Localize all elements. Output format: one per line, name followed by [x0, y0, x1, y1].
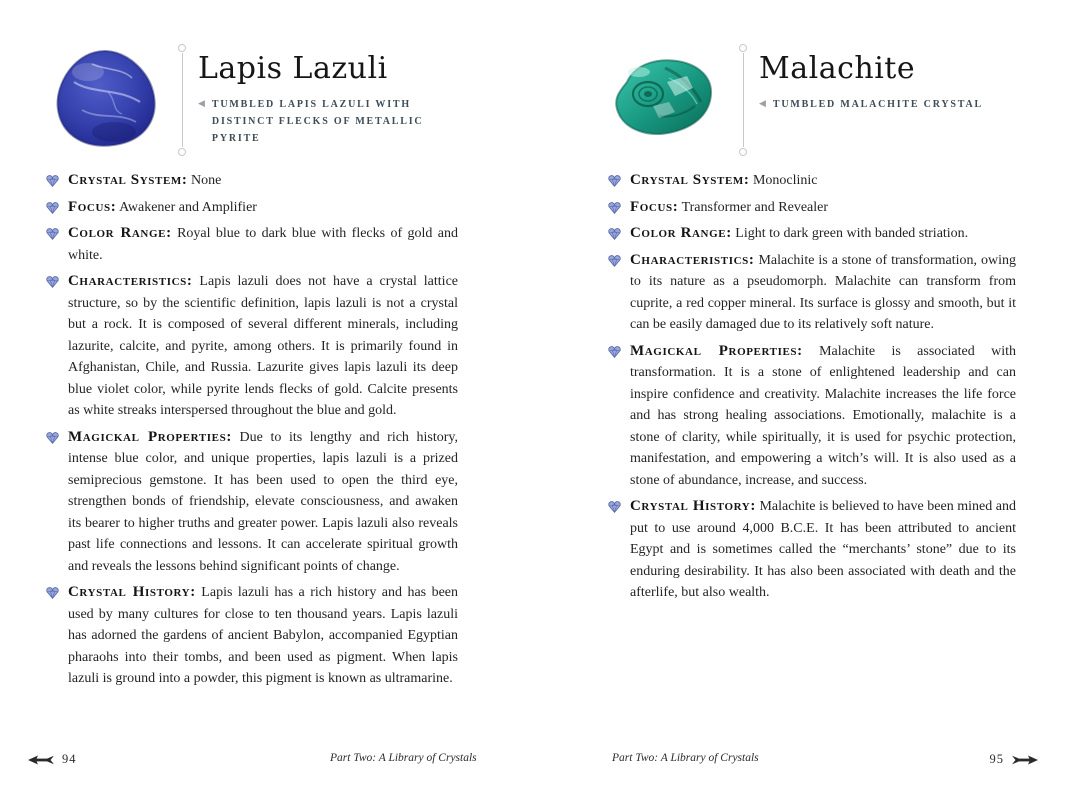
footer-arrow-right-icon	[1012, 755, 1038, 765]
property-crystal-system	[46, 170, 458, 192]
property-value: Awakener and Amplifier	[119, 199, 257, 215]
property-label: Characteristics:	[68, 273, 193, 289]
page-right-malachite	[533, 0, 1066, 800]
header-divider-line	[177, 44, 187, 156]
entry-header-malachite	[533, 0, 1066, 160]
folio-left	[28, 752, 77, 767]
property-value: Royal blue to dark blue with flecks of gold and white.	[68, 226, 458, 263]
property-value: None	[190, 173, 222, 188]
property-magickal-properties	[46, 427, 458, 578]
lapis-lazuli-stone-photo	[52, 48, 160, 153]
property-value: Due to its lengthy and rich history, intense blue color, and unique properties, lapis lazuli is a prized semiprecious gemstone. It has been used to open the third eye, strengthen bonds of friendship, elevate consciousness, and awaken its bearer to higher truths and greater power. Lapis lazuli also reveals past life connections and lessons. It can accelerate spiritual growth and reveals the lessons behind significant points of change.	[68, 429, 459, 574]
property-focus	[46, 197, 458, 219]
page-number: 95	[989, 752, 1004, 766]
property-label: Crystal System:	[68, 172, 188, 188]
property-value: Lapis lazuli has a rich history and has been used by many cultures for close to ten thousand years. Lapis lazuli has adorned the gardens of ancient Babylon, accompanied Egyptian pharaohs into their tombs, and been used as pigment. When lapis lazuli is ground into a powder, this pigment is known as ultramarine.	[68, 585, 459, 686]
entry-title: Lapis Lazuli	[198, 51, 388, 86]
property-value: Lapis lazuli does not have a crystal lattice structure, so by the scientific definition, lapis lazuli is not a crystal but a rock. It is composed of several different minerals, including lazurite, calcite, and pyrite, among others. It is primarily found in Afghanistan, Chile, and Russia. Lazurite gives lapis lazuli its deep blue violet color, while pyrite lends flecks of gold. Calcite presents as white streaks interspersed throughout the blue and gold.	[68, 274, 458, 418]
gem-bullet-icon	[46, 431, 59, 443]
property-value: Malachite is associated with transformation. It is a stone of enlightened leadership and can inspire confidence and creativity. Malachite increases the life force and has strong healing associations. Emotionally, malachite is a stone of clarity, while spiritually, it is used for psychic protection, manifestation, and empowering a witch’s will. It is also used as a stone of abundance, increase, and success.	[630, 343, 1016, 488]
property-crystal-history	[608, 496, 1016, 604]
property-label: Magickal Properties:	[630, 342, 803, 359]
entry-title: Malachite	[759, 51, 916, 86]
property-list	[46, 170, 458, 695]
gem-bullet-icon	[608, 500, 621, 512]
caption-text: TUMBLED LAPIS LAZULI WITH DISTINCT FLECKS OF METALLIC PYRITE	[211, 99, 424, 144]
running-footer-title: Part Two: A Library of Crystals	[330, 752, 477, 764]
gem-bullet-icon	[608, 254, 621, 266]
gem-bullet-icon	[608, 227, 621, 239]
property-label: Crystal History:	[630, 498, 756, 514]
property-label: Color Range:	[68, 225, 172, 241]
entry-header-lapis	[0, 0, 533, 160]
property-value: Malachite is a stone of transformation, owing to its nature as a pseudomorph. Malachite can transform from cuprite, a red copper mineral. Its surface is glossy and smooth, but it can be easily damaged due to its relatively soft nature.	[630, 252, 1016, 332]
caption-arrow-icon: ◀	[759, 98, 766, 108]
caption-text: TUMBLED MALACHITE CRYSTAL	[772, 99, 983, 110]
property-value: Transformer and Revealer	[681, 199, 829, 215]
gem-bullet-icon	[46, 227, 59, 239]
property-label: Crystal History:	[68, 584, 196, 600]
property-label: Focus:	[630, 198, 679, 215]
gem-bullet-icon	[608, 345, 621, 357]
gem-bullet-icon	[46, 586, 59, 598]
property-value: Monoclinic	[752, 173, 818, 188]
header-divider-line	[738, 44, 748, 156]
gem-bullet-icon	[46, 275, 59, 287]
gem-bullet-icon	[608, 174, 621, 186]
photo-caption	[759, 96, 1039, 113]
property-characteristics	[46, 271, 458, 422]
property-focus	[608, 197, 1016, 219]
property-label: Focus:	[68, 198, 117, 215]
property-color-range	[608, 223, 1016, 245]
property-label: Color Range:	[630, 225, 732, 241]
folio-right	[990, 752, 1039, 767]
gem-bullet-icon	[46, 174, 59, 186]
property-value: Light to dark green with banded striation.	[735, 226, 969, 241]
footer-arrow-left-icon	[28, 755, 54, 765]
property-list	[608, 170, 1016, 609]
property-label: Characteristics:	[630, 251, 755, 268]
malachite-stone-photo	[609, 54, 715, 147]
property-characteristics	[608, 250, 1016, 336]
page-footer-right	[533, 752, 1066, 776]
caption-arrow-icon: ◀	[198, 98, 205, 108]
page-footer-left	[0, 752, 533, 776]
page-number: 94	[62, 752, 77, 766]
photo-caption	[198, 96, 488, 147]
property-color-range	[46, 223, 458, 266]
gem-bullet-icon	[46, 201, 59, 213]
gem-bullet-icon	[608, 201, 621, 213]
property-label: Magickal Properties:	[68, 428, 232, 445]
property-crystal-system	[608, 170, 1016, 192]
property-value: Malachite is believed to have been mined and put to use around 4,000 B.C.E. It has been attributed to ancient Egypt and is sometimes called the “merchants’ stone” due to its enduring desirability. It has also been associated with death and the afterlife, but also wealth.	[630, 499, 1017, 600]
property-magickal-properties	[608, 341, 1016, 492]
running-footer-title: Part Two: A Library of Crystals	[612, 752, 759, 764]
property-crystal-history	[46, 582, 458, 690]
property-label: Crystal System:	[630, 172, 750, 188]
